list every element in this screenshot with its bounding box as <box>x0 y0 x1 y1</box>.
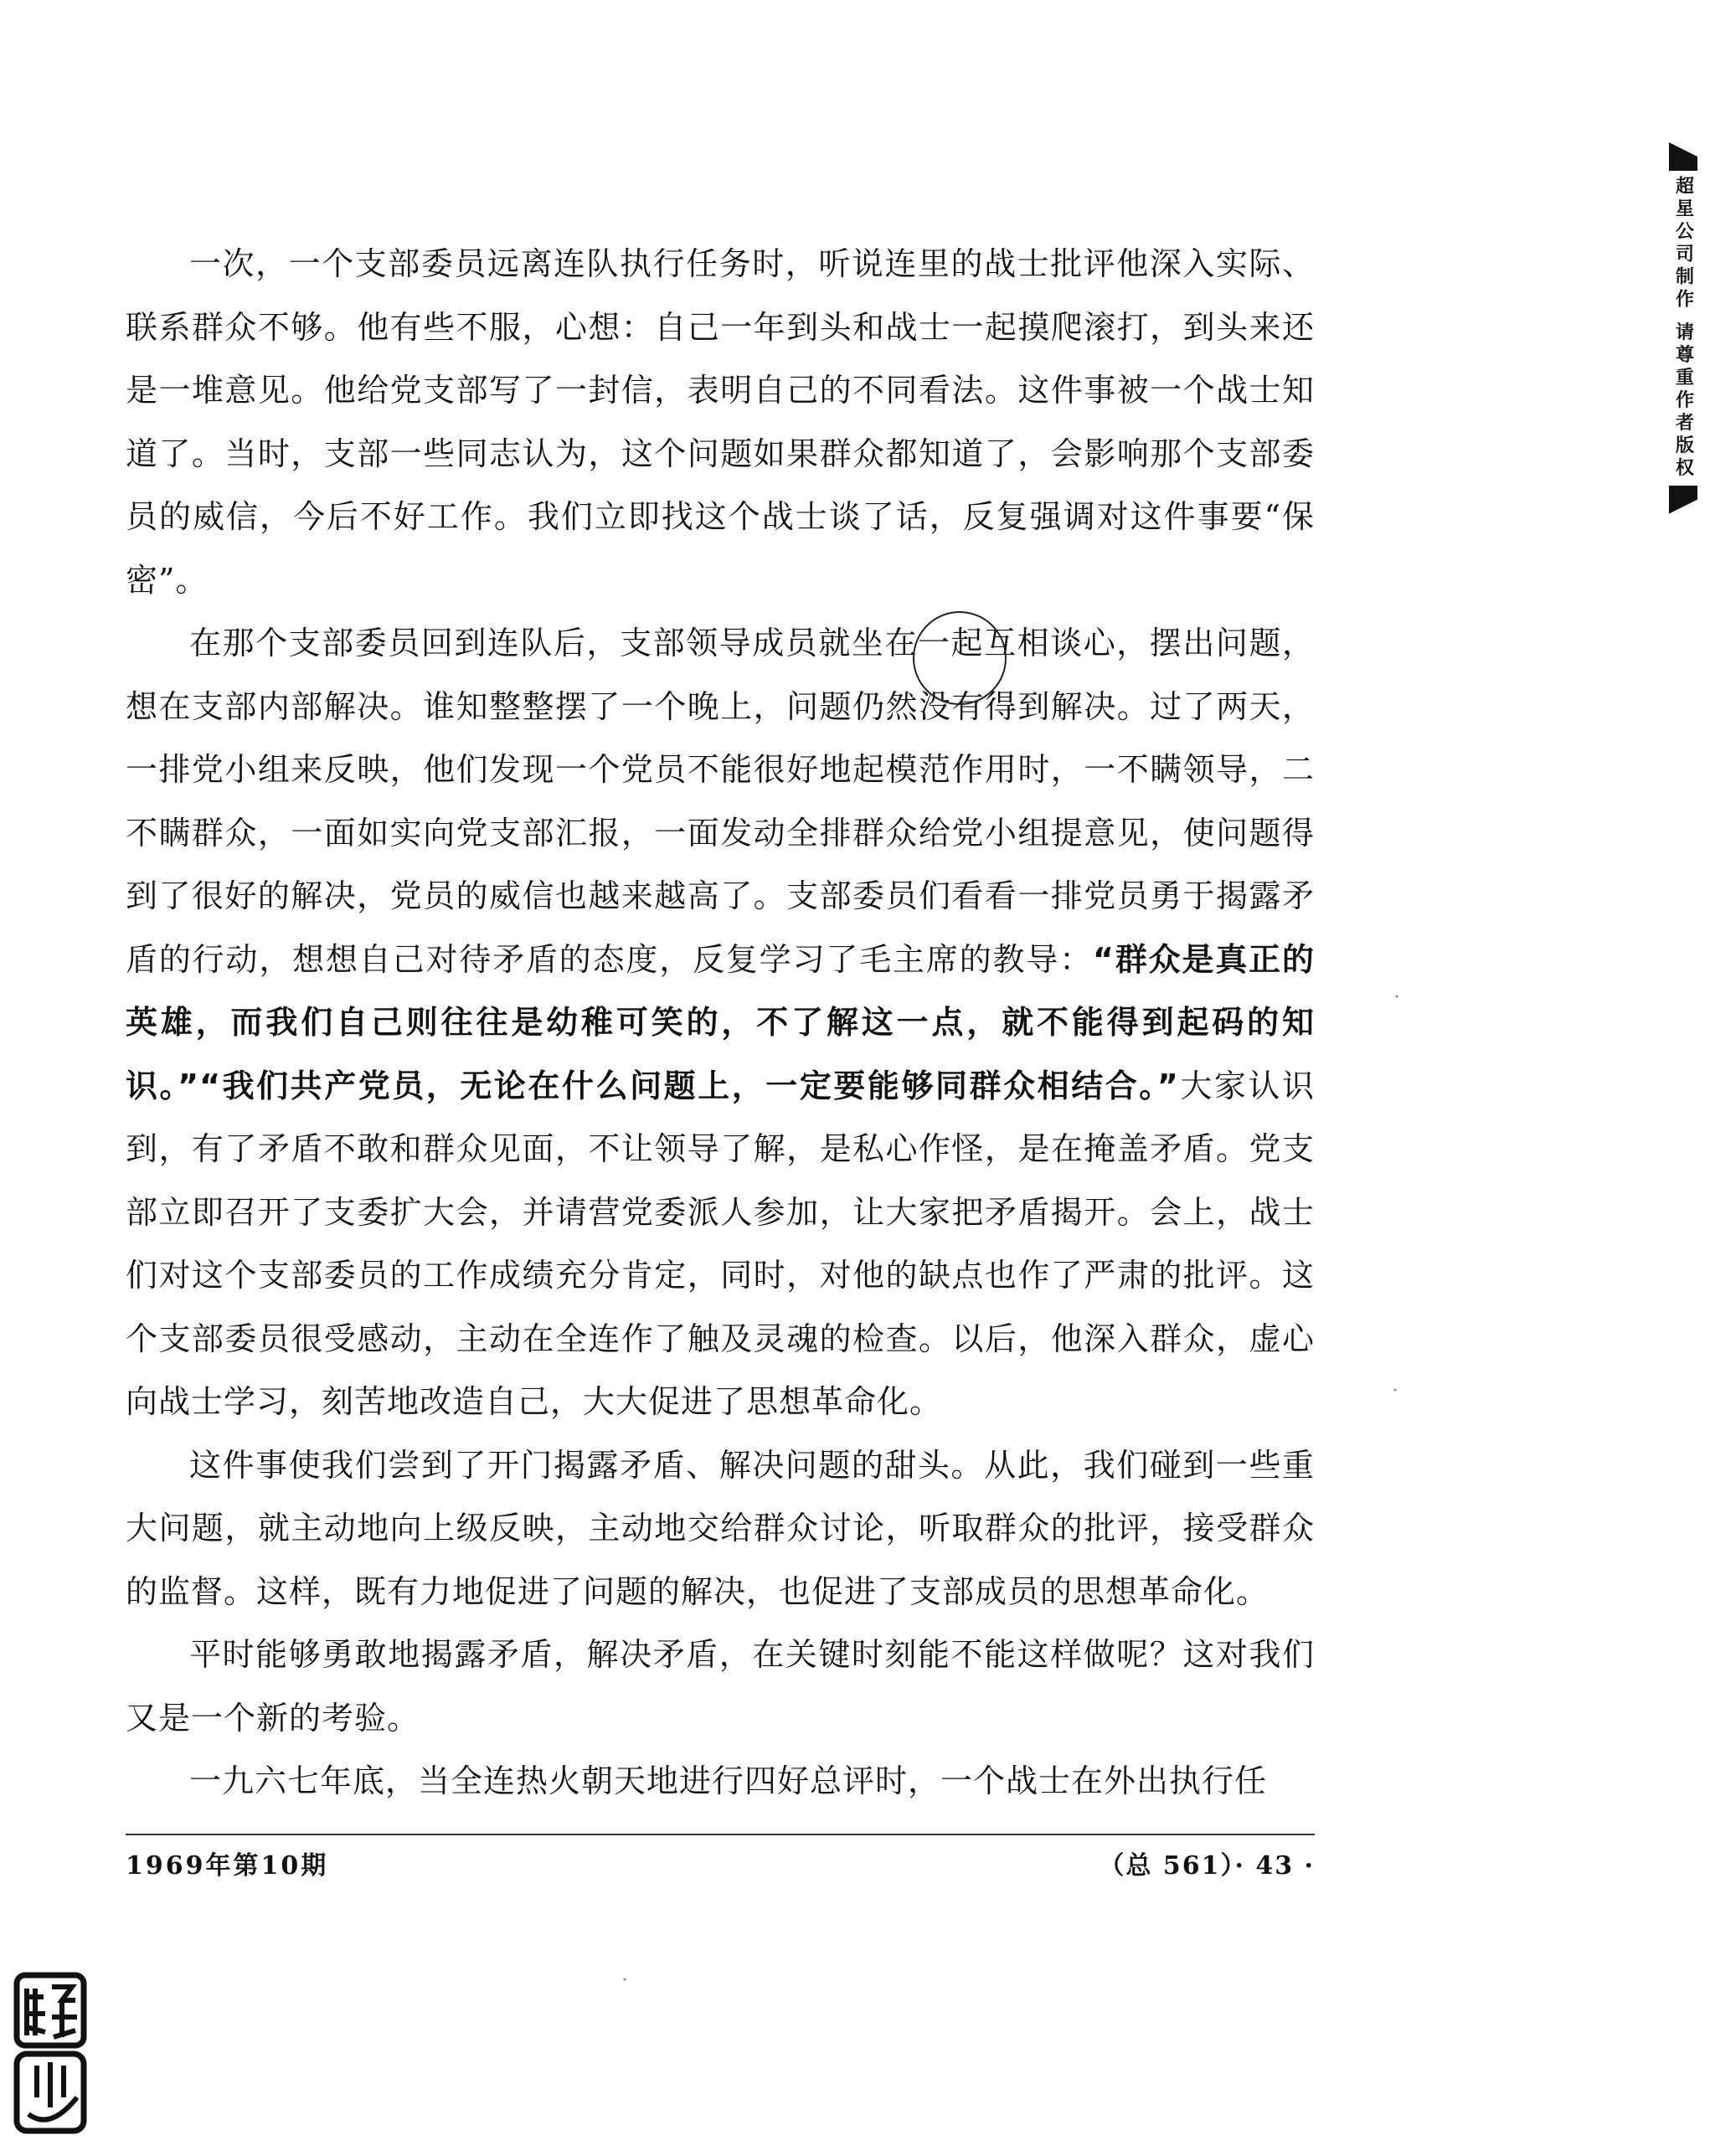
side-watermark-text: 超星公司制作 请尊重作者版权 <box>1672 176 1694 481</box>
paragraph-text: 大家认识到，有了矛盾不敢和群众见面，不让领导了解，是私心作怪，是在掩盖矛盾。党支部立即召开了支委扩大会，并请营党委派人参加，让大家把矛盾揭开。会上，战士们对这个支部委员的工作成绩充分肯定，同时，对他的缺点也作了严肃的批评。这个支部委员很受感动，主动在全连作了触及灵魂的检查。以后，他深入群众，虚心向战士学习，刻苦地改造自己，大大促进了思想革命化。 <box>126 1067 1315 1420</box>
paragraph-text: 一次，一个支部委员远离连队执行任务时，听说连里的战士批评他深入实际、联系群众不够。他有些不服，心想：自己一年到头和战士一起摸爬滚打，到头来还是一堆意见。他给党支部写了一封信，表明自己的不同看法。这件事被一个战士知道了。当时，支部一些同志认为，这个问题如果群众都知道了，会影响那个支部委员的威信，今后不好工作。我们立即找这个战士谈了话，反复强调对这件事要“保密”。 <box>126 245 1315 599</box>
issue-label: 1969年第10期 <box>126 1851 329 1881</box>
quotation-text: “群众是真正的英雄，而我们自己则往往是幼稚可笑的，不了解这一点，就不能得到起码的知识。”“我们共产党员，无论在什么问题上，一定要能够同群众相结合。” <box>126 940 1315 1104</box>
paragraph-text: 一九六七年底，当全连热火朝天地进行四好总评时，一个战士在外出执行任 <box>189 1762 1268 1799</box>
paragraph-text: 在那个支部委员回到连队后，支部领导成员就坐在一起互相谈心，摆出问题，想在支部内部解决。谁知整整摆了一个晚上，问题仍然没有得到解决。过了两天，一排党小组来反映，他们发现一个党员不能很好地起模范作用时，一不瞒领导，二不瞒群众，一面如实向党支部汇报，一面发动全排群众给党小组提意见，使问题得到了很好的解决，党员的威信也越来越高了。支部委员们看看一排党员勇于揭露矛盾的行动，想想自己对待矛盾的态度，反复学习了毛主席的教导： <box>126 625 1315 978</box>
paragraph-text: 平时能够勇敢地揭露矛盾，解决矛盾，在关键时刻能不能这样做呢？这对我们又是一个新的考验。 <box>126 1636 1315 1737</box>
paragraph-text: 这件事使我们尝到了开门揭露矛盾、解决问题的甜头。从此，我们碰到一些重大问题，就主动地向上级反映，主动地交给群众讨论，听取群众的批评，接受群众的监督。这样，既有力地促进了问题的解决，也促进了支部成员的思想革命化。 <box>126 1446 1315 1610</box>
page-number: （总 561）· 43 · <box>1099 1851 1315 1881</box>
